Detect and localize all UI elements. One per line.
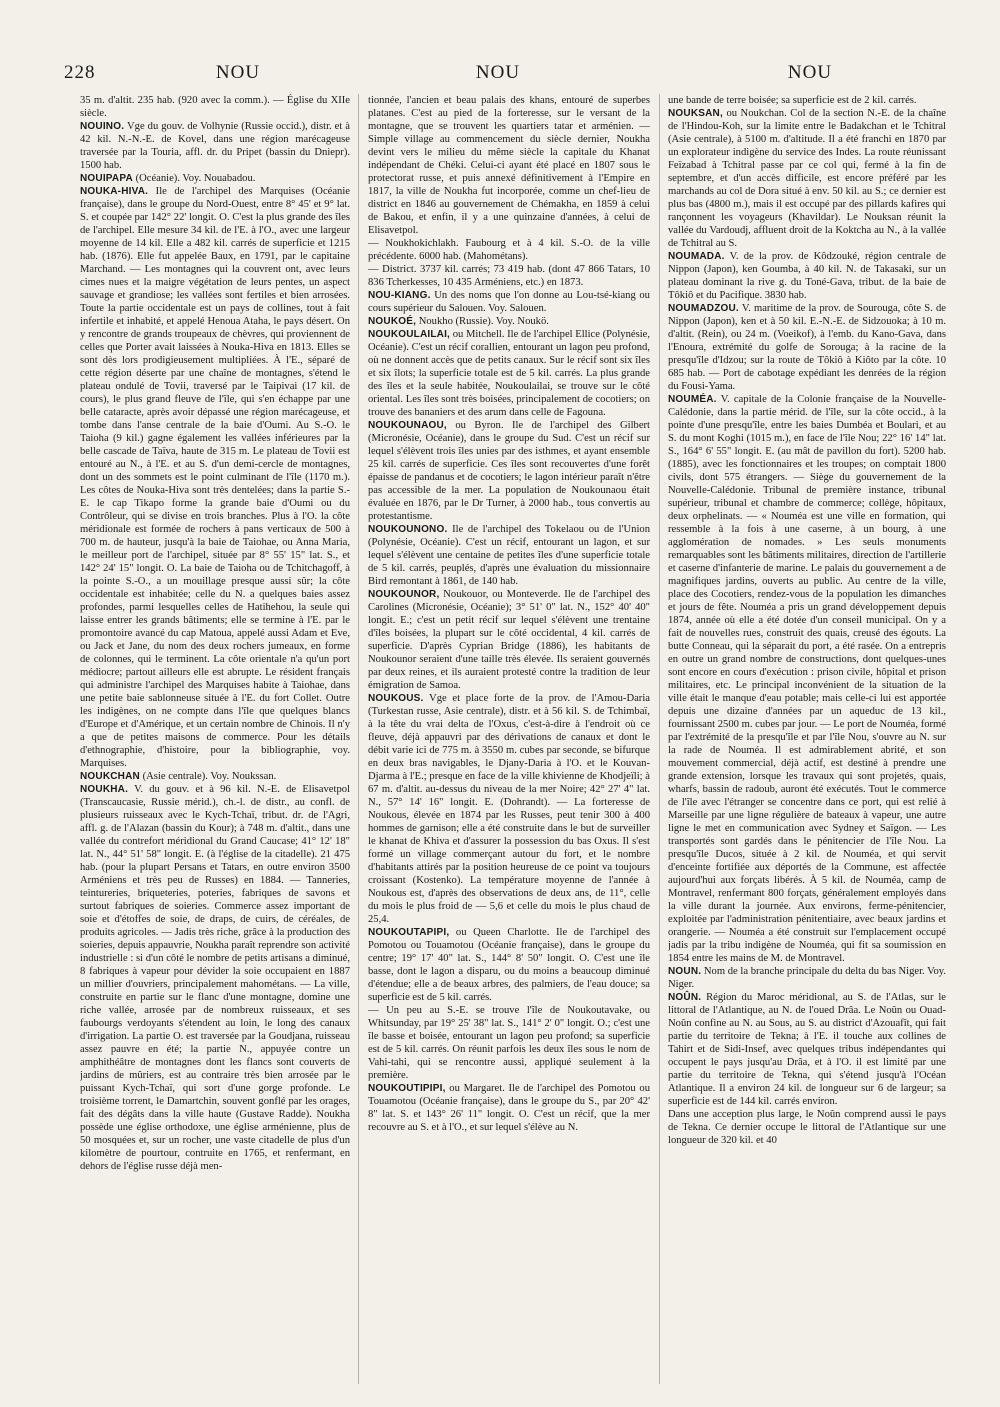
- entry-headword: NOU-KIANG.: [368, 290, 431, 301]
- dictionary-entry: [668, 94, 946, 107]
- entry-headword: NOÛN.: [668, 992, 702, 1003]
- dictionary-entry: [368, 1082, 650, 1134]
- dictionary-entry: [368, 1004, 650, 1082]
- entry-text: ou Byron. Ile de l'archipel des Gilbert (Micronésie, Océanie), dans le groupe du Sud. C'est un récif sur lequel s'élèvent trois îles unies par des isthmes, et ayant ensemble 25 kil. carrés de superficie. Ces îles sont recouvertes d'une forêt épaisse de pandanus et de cocotiers; le lagon intérieur paraît n'être pas accessible de la mer. La population de Noukounaou était évaluée en 1876, par le Dr Turner, à 2000 hab., tous convertis au protestantisme.: [368, 420, 650, 522]
- entry-headword: NOUKHA.: [80, 784, 129, 795]
- entry-text: (Océanie). Voy. Nouabadou.: [135, 173, 256, 184]
- entry-headword: NOUKOUNONO.: [368, 524, 448, 535]
- entry-text: — Noukhokichlakh. Faubourg et à 4 kil. S.-O. de la ville précédente. 6000 hab. (Mahométans).: [368, 238, 650, 262]
- column-1: [80, 94, 350, 1384]
- entry-headword: NOUINO.: [80, 121, 125, 132]
- dictionary-entry: [368, 588, 650, 692]
- entry-text: V. du gouv. et à 96 kil. N.-E. de Elisavetpol (Transcaucasie, Russie mérid.), ch.-l. de distr., au confl. de plusieurs ruisseaux avec le Kych-Tchaï, tribut. dr. de l'Agri, affl. g. de l'Alazan (bassin du Kour); à 748 m. d'altit., dans une vallée du contrefort méridional du Grand Caucase; 41° 12' 18" lat. N., 44° 51' 58" longit. E. (à l'église de la citadelle). 21 475 hab. (pour la plupart Persans et Tatars, en outre environ 3500 Arméniens et très peu de Russes) en 1884. — Tanneries, teintureries, briqueteries, poteries, fabriques de savons et surtout fabriques de soieries. Commerce assez important de soie et d'étoffes de soie, de draps, de cuirs, de céréales, de produits agricoles. — Jadis très riche, grâce à la production des soieries, depuis appauvrie, Noukha paraît reprendre son activité industrielle : si d'un côté le nombre de petits artisans a diminué, 8 fabriques à vapeur pour dévider la soie occupaient en 1887 un millier d'ouvriers, principalement mahométans. — La ville, construite en partie sur le flanc d'une montagne, domine une riche vallée, arrosée par de nombreux ruisseaux, et ses faubourgs verdoyants s'étendent au loin, le long des canaux d'irrigation. La partie O. est traversée par la Goudjana, ruisseau assez pauvre en été; la partie N., appuyée contre un amphithéâtre de montagnes dont les flancs sont couverts de jardins de mûriers, est au contraire très bien arrosée par le puissant Kych-Tchaï, qui sort d'une gorge profonde. Le troisième torrent, le Damartchin, souvent gonflé par les orages, fait des dégâts dans la ville haute (Gustave Radde). Noukha possède une église orthodoxe, une église arménienne, plus de 50 mosquées et, sur un rocher, une vaste citadelle de plus d'un kilomètre de pourtour, contruite en 1765, et renfermant, en dehors de l'église russe déjà men-: [80, 784, 350, 1172]
- column-2: [368, 94, 650, 1384]
- dictionary-entry: [368, 328, 650, 419]
- dictionary-entry: [368, 315, 650, 328]
- entry-text: Nom de la branche principale du delta du bas Niger. Voy. Niger.: [668, 966, 946, 990]
- entry-text: ou Queen Charlotte. Ile de l'archipel des Pomotou ou Touamotou (Océanie française), dans le groupe du centre; 19° 17' 40" lat. S., 144° 8' 50" longit. O. C'est une île basse, dont le lagon a disparu, ou du moins a beaucoup diminué d'étendue; elle a de beaux arbres, des palmiers, de l'eau douce; sa superficie est de 5 kil. carrés.: [368, 927, 650, 1003]
- dictionary-entry: [368, 419, 650, 523]
- entry-text: — Un peu au S.-E. se trouve l'île de Noukoutavake, ou Whitsunday, par 19° 25' 38" lat. S., 141° 2' 0" longit. O.; c'est une île basse et boisée, entourant un lagon peu profond; sa superficie est de 5 kil. carrés. On réunit parfois les deux îles sous le nom de Vahi-tahi, qui se rencontre aussi, appliqué seulement à la première.: [368, 1005, 650, 1081]
- dictionary-entry: [80, 94, 350, 120]
- dictionary-entry: [368, 263, 650, 289]
- header-right: NOU: [787, 62, 833, 83]
- entry-text: Noukho (Russie). Voy. Noukö.: [418, 316, 549, 327]
- entry-text: Dans une acception plus large, le Noûn comprend aussi le pays de Tekna. Ce dernier occupe le littoral de l'Atlantique sur une longueur de 320 kil. et 40: [668, 1109, 946, 1146]
- page-number: 228: [64, 62, 96, 83]
- dictionary-entry: [668, 302, 946, 393]
- dictionary-entry: [668, 393, 946, 965]
- dictionary-entry: [368, 237, 650, 263]
- entry-headword: NOUMÉA.: [668, 394, 717, 405]
- entry-text: Noukouor, ou Monteverde. Ile de l'archipel des Carolines (Micronésie, Océanie); 3° 51' 0" lat. N., 152° 40' 40" longit. E.; c'est un petit récif sur lequel s'élèvent une trentaine d'îles boisées, la plupart sur le côté occidental, 4 kil. carrés de superficie. D'après Cyprian Bridge (1886), les habitants de Noukounor seraient d'une taille très élevée. Ils seraient gouvernés par deux reines, et ils auraient protesté contre la tradition de leur émigration de Samoa.: [368, 589, 650, 691]
- entry-headword: NOUN.: [668, 966, 702, 977]
- dictionary-entry: [668, 965, 946, 991]
- column-divider: [358, 94, 359, 1384]
- dictionary-entry: [368, 523, 650, 588]
- entry-headword: NOUKOULAILAI,: [368, 329, 451, 340]
- entry-text: Ile de l'archipel des Marquises (Océanie française), dans le groupe du Nord-Ouest, entre 8° 45' et 9° lat. S. et coupée par 142° 22' longit. O. C'est la plus grande des îles de l'archipel. Elle mesure 34 kil. de l'E. à l'O., avec une largeur moyenne de 14 kil. Elle a 482 kil. carrés de superficie et 1215 hab. (1876). Elle fut appelée Baux, en 1791, par le capitaine Marchand. — Les montagnes qui la couvrent ont, avec leurs cimes nues et la maigre végétation de leurs pentes, un aspect sauvage et grandiose; les vallées sont fertiles et bien arrosées. Toute la partie occidentale est un pays de collines, tout à fait infertile et inhabité, et appelé Henoua Ataha, le pays désert. On y rencontre de grands troupeaux de chèvres, qui proviennent de celles que Porter avait laissées à Nouka-Hiva en 1813. Elles se sont dès lors prodigieusement multipliées. À l'E., séparé de cette région déserte par une chaîne de montagnes, s'étend le plateau ondulé de Tovii, traversé par le Taipivai (17 kil. de cours), le plus grand fleuve de l'île, qui s'en échappe par une belle cataracte, après avoir dépassé une région marécageuse, et tombe dans l'anse centrale de la baie d'Oumi. Au S.-O. le Taioha (9 kil.) gagne également les vallées inférieures par la belle cascade de Taïva, haute de 315 m. Le plateau de Tovii est entouré au N., à l'E. et au S. d'un demi-cercle de montagnes, dont un des sommets est le point culminant de l'île (1170 m.). Les côtes de Nouka-Hiva sont très dentelées; dans la partie S.-E. le cap Tikapo forme la grande baie d'Oumi ou du Contrôleur, qui se divise en trois branches. Plus à l'O. la côte méridionale est formée de rochers à pans verticaux de 500 à 700 m. de hauteur, jusqu'à la baie de Taiohae, ou Anna Maria, le meilleur port de l'archipel, située par 8° 55' 15" lat. S., et 142° 24' 15" longit. O. La baie de Taioha ou de Tchitchagoff, à la pointe S.-O., a un mouillage presque aussi sûr; la côte occidentale est inhabitée; celle du N. a quelques baies assez profondes, parmi lesquelles celles de Hatihehou, la seule qui laisse entrer les grands bâtiments; elle se termine à l'E. par le promontoire avancé du cap Matoua, appelé aussi Adam et Eve, ou Jack et Jane, du nom des deux rochers jumeaux, en forme de colonnes, qui le terminent. La côte orientale n'a qu'un port médiocre; partout ailleurs elle est abrupte. Le résident français qui administre l'archipel des Marquises habite à Taiohae, dans une petite baie sablonneuse située à l'E. du fort Collet. Outre les indigènes, on ne compte dans l'île que quelques blancs d'Europe et d'Amérique, et un certain nombre de Chinois. Il n'y a que de petites maisons de commerce. Pour les détails d'ethnographie, d'histoire, pour la bibliographie, voy. Marquises.: [80, 186, 350, 769]
- entry-headword: NOUKSAN,: [668, 108, 723, 119]
- dictionary-entry: [668, 1108, 946, 1147]
- entry-headword: NOUKOUS.: [368, 693, 424, 704]
- entry-text: V. maritime de la prov. de Sourouga, côte S. de Nippon (Japon), ken et à 50 kil. E.-N.-E. de Sidzouoka; à 10 m. d'altit. (Rein), ou 24 m. (Voeikof), à l'emb. du Kano-Gava, dans l'Enoura, extrémité du golfe de Sorouga; à la racine de la presqu'île d'Idzou; sur la route de Tôkiô à Kiôto par la côte. 10 685 hab. — Port de cabotage expédiant les denrées de la région du Fousi-Yama.: [668, 303, 946, 392]
- entry-headword: NOUKA-HIVA.: [80, 186, 149, 197]
- dictionary-entry: [80, 172, 350, 185]
- entry-headword: NOUKCHAN: [80, 771, 140, 782]
- entry-headword: NOUMADA.: [668, 251, 725, 262]
- dictionary-entry: [668, 991, 946, 1108]
- dictionary-entry: [80, 783, 350, 1173]
- entry-text: 35 m. d'altit. 235 hab. (920 avec la comm.). — Église du XIIe siècle.: [80, 95, 350, 119]
- entry-text: ou Noukchan. Col de la section N.-E. de la chaîne de l'Hindou-Koh, sur la limite entre le Badakchan et le Tchitral (Asie centrale), à 5100 m. d'altitude. Il a été franchi en 1870 par un explorateur indigène du service des Indes. La route réunissant Feïzabad à Tchitral passe par ce col qui, fermé à la fin de septembre, et d'un accès difficile, est encore préféré par les marchands au col de Dora situé à env. 50 kil. au S.; ce dernier est plus bas (4800 m.), mais il est occupé par des pillards kafires qui rançonnent les voyageurs (Khavildar). Le Nouksan réunit la vallée du Vardoudj, affluent droit de la Koktcha au N., à la vallée de Tchitral au S.: [668, 108, 946, 249]
- entry-headword: NOUKOUNAOU,: [368, 420, 447, 431]
- entry-text: Vge et place forte de la prov. de l'Amou-Daria (Turkestan russe, Asie centrale), distr. et à 56 kil. S. de Tchimbaï, à la tête du vrai delta de l'Oxus, c'est-à-dire à l'endroit où ce fleuve, déjà appauvri par des dérivations de canaux et dont le débit varie ici de 775 m. à 3550 m. cubes par seconde, se bifurque en deux bras navigables, le Djany-Daria à l'O. et le Kouvan-Djarma à l'E.; presque en face de la ville khivienne de Khodjeïli; à 67 m. d'altit. au-dessus du niveau de la mer Noire; 42° 27' 4" lat. N., 57° 14' 16" longit. E. (Dohrandt). — La forteresse de Noukous, élevée en 1874 par les Russes, peut tenir 300 à 400 hommes de garnison; elle a été construite dans le but de surveiller le khanat de Khiva et d'assurer la possession du bas Oxus. Il s'est formé un village commerçant autour du fort, et le nombre d'habitants attirés par la position heureuse de ce point va toujours croissant (Kostenko). La température moyenne de l'année à Noukous est, d'après des observations de deux ans, de 11°, celle du mois le plus froid de — 5,6 et celle du mois le plus chaud de 25,4.: [368, 693, 650, 925]
- entry-text: V. de la prov. de Kôdzouké, région centrale de Nippon (Japon), ken Goumba, à 40 kil. N. de Takasaki, sur un plateau dominant la rive g. du Toné-Gava, tribut. de la baie de Tôkiô et du Pacifique. 3830 hab.: [668, 251, 946, 301]
- entry-text: — District. 3737 kil. carrés; 73 419 hab. (dont 47 866 Tatars, 10 836 Tcherkesses, 10 435 Arméniens, etc.) en 1873.: [368, 264, 650, 288]
- column-3: [668, 94, 946, 1384]
- entry-text: Ile de l'archipel des Tokelaou ou de l'Union (Polynésie, Océanie). C'est un récif, entourant un lagon, et sur lequel s'élèvent une centaine de petites îles d'une superficie totale de 5 kil. carrés, peuplés, d'après une évaluation du missionnaire Bird remontant à 1861, de 140 hab.: [368, 524, 650, 587]
- entry-text: une bande de terre boisée; sa superficie est de 2 kil. carrés.: [668, 95, 917, 106]
- entry-headword: NOUIPAPA: [80, 173, 133, 184]
- entry-text: ou Margaret. Ile de l'archipel des Pomotou ou Touamotou (Océanie française), dans le groupe du S., par 20° 42' 8" lat. S. et 143° 26' 11" longit. O. C'est un récif, que la mer recouvre au S. et à l'O., et sur lequel s'élève au N.: [368, 1083, 650, 1133]
- entry-headword: NOUKOUTIPIPI,: [368, 1083, 446, 1094]
- entry-headword: NOUKOÉ,: [368, 316, 417, 327]
- entry-text: V. capitale de la Colonie française de la Nouvelle-Calédonie, dans la partie mérid. de l'île, sur la côte occid., à la pointe d'une presqu'île, entre les baies Dumbéa et Boulari, et au S. du mont Koghi (1015 m.), en face de l'île Nou; 22° 16' 14" lat. S., 164° 6' 55" longit. E. (au mât de pavillon du fort). 5200 hab. (1885), avec les fonctionnaires et les troupes; on comptait 1800 civils, dont 575 étrangers. — Siège du gouvernement de la Nouvelle-Calédonie. Tribunal de première instance, tribunal supérieur, tribunal et chambre de commerce; collège, hôpitaux, deux orphelinats. — « Nouméa est une ville en formation, qui ressemble à la fois à une caserne, à un bourg, à une agglomération de nomades. » Les seuls monuments remarquables sont les bâtiments militaires, direction de l'artillerie et caserne d'infanterie de marine. Le palais du gouvernement a de magnifiques jardins, ouverts au public. Au centre de la ville, place des Cocotiers, rendez-vous de la population les dimanches et jours de fête. Nouméa a pris un grand développement depuis 1874, année où elle a été dotée d'un conseil municipal. On y a fait de nouvelles rues, construit des quais, creusé des égouts. La butte Conneau, qui la séparait du port, a été rasée. On a entrepris en outre un grand nombre de constructions, dont quelques-unes sont encore en cours d'exécution : prison civile, hôpital et prison militaires, etc. Le principal inconvénient de la situation de la ville était le manque d'eau potable; mais celle-ci lui est apportée depuis une dizaine d'années par un aqueduc de 13 kil., fournissant 2500 m. cubes par jour. — Le port de Nouméa, formé par l'extrémité de la presqu'île et par l'île Nou, s'ouvre au N. sur la rade de Nouméa. Il est admirablement abrité, et son mouvement commercial, déjà actif, est destiné à prendre une grande extension, lorsque les travaux qui sont projetés, quais, wharfs, bassin de radoub, auront été exécutés. Tout le commerce de l'île avec l'étranger se concentre dans ce port, qui est relié à Marseille par une ligne régulière de bateaux à vapeur, une autre ligne le met en communication avec Sydney et Saïgon. — Les transportés sont gardés dans le pénitencier de l'île Nou. La presqu'île Ducos, située à 2 kil. de Nouméa, et qui servit d'enceinte fortifiée aux déportés de la Commune, est affectée aujourd'hui aux forçats libérés. À 5 kil. de Nouméa, camp de Montravel, renfermant 800 forçats, généralement employés dans la ville durant la journée. Aux environs, ferme-pénitencier, exploitée par l'administration pénitentiaire, avec beaux jardins et orangerie. — Nouméa a été construit sur l'emplacement occupé jadis par la tribu indigène de Nouméa, qui fit sa soumission en 1854 entre les mains de M. de Montravel.: [668, 394, 946, 964]
- header-left: NOU: [215, 62, 261, 83]
- entry-text: ou Mitchell. Ile de l'archipel Ellice (Polynésie, Océanie). C'est un récif corallien, entourant un lagon peu profond, où ne donnent accès que de petits canaux. Sur le récif sont six îles et six îlots; la superficie totale est de 5 kil. carrés. La plus grande des îles et la seule habitée, Noukoulailai, se trouve sur le côté oriental. Les îles sont très boisées, principalement de cocotiers; on trouve des bananiers et des arum dans celle de Fagouna.: [368, 329, 650, 418]
- column-divider: [659, 94, 660, 1384]
- running-header: [0, 62, 1000, 90]
- header-center: NOU: [475, 62, 521, 83]
- dictionary-entry: [368, 692, 650, 926]
- entry-text: Vge du gouv. de Volhynie (Russie occid.), distr. et à 42 kil. N.-N.-E. de Kovel, dans une région marécageuse traversée par la Touria, affl. dr. du Pripet (bassin du Dniepr). 1500 hab.: [80, 121, 350, 171]
- entry-headword: NOUKOUTAPIPI,: [368, 927, 450, 938]
- dictionary-entry: [368, 926, 650, 1004]
- dictionary-entry: [368, 289, 650, 315]
- entry-text: tionnée, l'ancien et beau palais des khans, entouré de superbes platanes. C'est au pied de la forteresse, sur le versant de la montagne, que se trouvent les quartiers tatar et arménien. — Simple village au commencement du siècle dernier, Noukha devint vers le milieu du même siècle la capitale du Khanat indépendant de Chéki. Celui-ci ayant été placé en 1807 sous le protectorat russe, et puis annexé définitivement à l'Empire en 1817, la ville de Noukha fut incorporée, comme un chef-lieu de district en 1846 au gouvernement de Chémakha, en 1859 à celui de Bakou, et enfin, il y a une quinzaine d'années, à celui de Elisavetpol.: [368, 95, 650, 236]
- dictionary-entry: [80, 120, 350, 172]
- entry-text: (Asie centrale). Voy. Noukssan.: [142, 771, 277, 782]
- entry-text: Un des noms que l'on donne au Lou-tsé-kiang ou cours supérieur du Salouen. Voy. Salouen.: [368, 290, 650, 314]
- dictionary-entry: [368, 94, 650, 237]
- dictionary-entry: [668, 107, 946, 250]
- entry-headword: NOUMADZOU.: [668, 303, 739, 314]
- dictionary-entry: [80, 185, 350, 770]
- entry-text: Région du Maroc méridional, au S. de l'Atlas, sur le littoral de l'Atlantique, au N. de l'oued Drâa. Le Noûn ou Ouad-Noûn confine au N. au Sous, au S. au district d'Azouafît, qui fait partie du territoire de Tekna; à l'E. il touche aux collines de Tahirt et de Sidi-Insef, avec quelques tribus indépendantes qui occupent le pays jusqu'au Drâa, et à l'O. il est limité par une partie du territoire de Tekna, qui s'étend jusqu'à l'Océan Atlantique. Il a environ 24 kil. de longueur sur 6 de largeur; sa superficie est de 144 kil. carrés environ.: [668, 992, 946, 1107]
- dictionary-entry: [80, 770, 350, 783]
- entry-headword: NOUKOUNOR,: [368, 589, 440, 600]
- dictionary-entry: [668, 250, 946, 302]
